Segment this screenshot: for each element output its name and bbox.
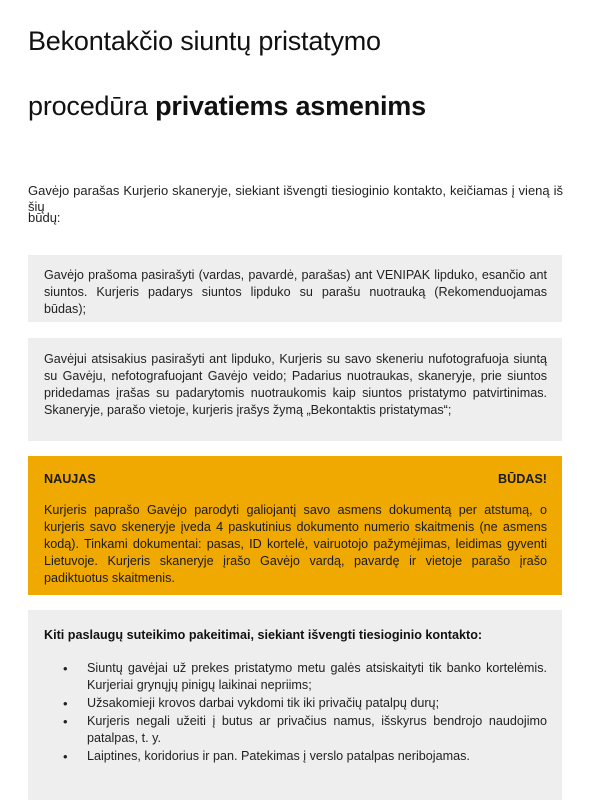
- intro-text-end: būdų:: [28, 210, 61, 225]
- bullet-icon: •: [63, 714, 68, 729]
- list-item-text: Kurjeris negali užeiti į butus ar privačius namus, išskyrus bendrojo naudojimo patalpas, t. y.: [87, 714, 547, 745]
- bullet-icon: •: [63, 696, 68, 711]
- intro-text: Gavėjo parašas Kurjerio skaneryje, siekiant išvengti tiesioginio kontakto, keičiamas į vieną iš šių: [28, 183, 563, 214]
- option-box-signature-label: [28, 255, 562, 322]
- bullet-icon: •: [63, 749, 68, 764]
- page-title-line-2: [28, 91, 426, 122]
- option-text: Kurjeris paprašo Gavėjo parodyti galiojantį savo asmens dokumentą per atstumą, o kurjeris savo skeneryje įveda 4 paskutinius dokumento numerio skaitmenis (ne asmens kodą). Tinkami dokumentai: pasas, ID kortelė, vairuotojo pažymėjimas, leidimas gyventi Lietuvoje. Kurjeris skaneryje įrašo Gavėjo vardą, pavardę ir vietoje parašo įrašo padiktuotus skaitmenis.: [44, 503, 547, 585]
- page-title-line-1: Bekontakčio siuntų pristatymo: [28, 26, 381, 56]
- list-item: [44, 713, 547, 747]
- option-text: Gavėjui atsisakius pasirašyti ant lipduko, Kurjeris su savo skeneriu nufotografuoja siuntą su Gavėju, nefotografuojant Gavėjo veido; Padarius nuotraukas, skaneryje, prie siuntos pridedamas įrašas su padarytomis nuotraukomis kaip siuntos pristatymo patvirtinimas. Skaneryje, parašo vietoje, kurjeris įrašys žymą „Bekontaktis pristatymas“;: [44, 352, 547, 417]
- option-box-photo: [28, 338, 562, 441]
- bullet-icon: •: [63, 661, 68, 676]
- new-badge-right: BŪDAS!: [498, 472, 547, 486]
- page-title-normal: procedūra: [28, 91, 148, 121]
- other-changes-list: [44, 660, 547, 765]
- list-item: [44, 748, 547, 765]
- option-text: Gavėjo prašoma pasirašyti (vardas, pavardė, parašas) ant VENIPAK lipduko, esančio ant siuntos. Kurjeris padarys siuntos lipduko su parašu nuotrauką (Rekomenduojamas būdas);: [44, 268, 547, 316]
- other-changes-box: [28, 610, 562, 800]
- new-method-header: [44, 471, 547, 488]
- list-item: [44, 660, 547, 694]
- list-item-text: Užsakomieji krovos darbai vykdomi tik iki privačių patalpų durų;: [87, 696, 440, 710]
- list-item-text: Siuntų gavėjai už prekes pristatymo metu galės atsiskaityti tik banko kortelėmis. Kurjeriai grynųjų pinigų laikinai nepriims;: [87, 661, 547, 692]
- option-box-new-method: [28, 456, 562, 595]
- list-item: [44, 695, 547, 712]
- other-changes-heading: Kiti paslaugų suteikimo pakeitimai, siekiant išvengti tiesioginio kontakto:: [44, 628, 483, 642]
- page-title-bold: privatiems asmenims: [155, 91, 426, 121]
- new-badge-left: NAUJAS: [44, 472, 96, 486]
- list-item-text: Laiptines, koridorius ir pan. Patekimas į verslo patalpas neribojamas.: [87, 749, 470, 763]
